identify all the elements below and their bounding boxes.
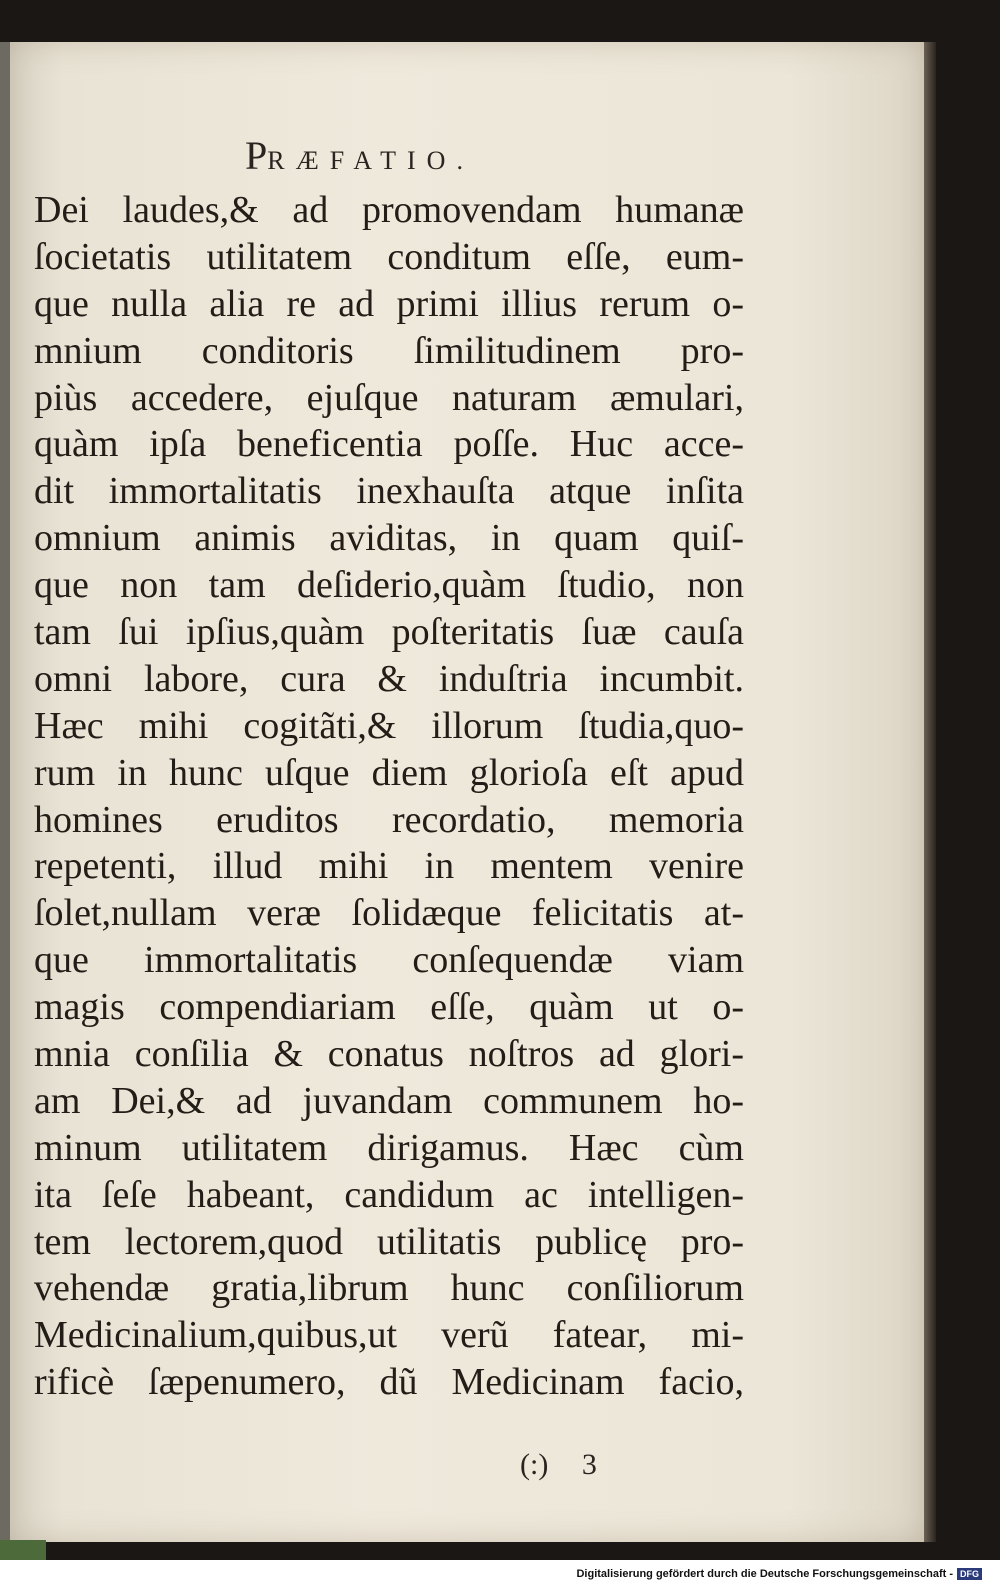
page-left-edge — [0, 42, 10, 1542]
footer-credit — [576, 1568, 982, 1580]
text-line: minum utilitatem dirigamus. Hæc cùm — [34, 1126, 744, 1169]
text-line: omni labore, cura & induſtria incumbit. — [34, 657, 744, 700]
footer-text: Digitalisierung gefördert durch die Deutsche Forschungsgemeinschaft - — [576, 1568, 953, 1580]
text-line: Hæc mihi cogitãti,& illorum ſtudia,quo- — [34, 704, 744, 747]
text-line: dit immortalitatis inexhauſta atque inſita — [34, 470, 744, 513]
text-line: homines eruditos recordatio, memoria — [34, 798, 744, 841]
dfg-logo: DFG — [957, 1568, 982, 1580]
scan-color-corner — [0, 1540, 46, 1560]
text-line: am Dei,& ad juvandam communem ho- — [34, 1079, 744, 1122]
text-line: quàm ipſa beneficentia poſſe. Huc acce- — [34, 423, 744, 466]
text-line: repetenti, illud mihi in mentem venire — [34, 845, 744, 888]
running-header — [245, 132, 474, 179]
text-line: Medicinalium,quibus,ut verũ fatear, mi- — [34, 1314, 744, 1357]
signature-mark: (:) 3 — [520, 1448, 597, 1481]
text-line: piùs accedere, ejuſque naturam æmulari, — [34, 376, 744, 419]
text-line: magis compendiariam eſſe, quàm ut o- — [34, 986, 744, 1029]
header-initial: P — [245, 133, 268, 178]
text-line: ſolet,nullam veræ ſolidæque felicitatis at- — [34, 892, 744, 935]
text-line: vehendæ gratia,librum hunc conſiliorum — [34, 1267, 744, 1310]
text-line: rum in hunc uſque diem glorioſa eſt apud — [34, 751, 744, 794]
page-right-edge — [924, 42, 936, 1542]
text-line: omnium animis aviditas, in quam quiſ- — [34, 517, 744, 560]
text-line: rificè ſæpenumero, dũ Medicinam facio, — [34, 1361, 744, 1404]
text-line: ita ſeſe habeant, candidum ac intelligen- — [34, 1173, 744, 1216]
header-title: RÆFATIO. — [267, 146, 474, 175]
text-line: que non tam deſiderio,quàm ſtudio, non — [34, 564, 744, 607]
body-text — [34, 187, 744, 1406]
text-line: que immortalitatis conſequendæ viam — [34, 939, 744, 982]
text-line: Dei laudes,& ad promovendam humanæ — [34, 189, 744, 231]
text-line: mnia conſilia & conatus noſtros ad glori- — [34, 1033, 744, 1076]
text-line: que nulla alia re ad primi illius rerum o- — [34, 282, 744, 325]
text-line: ſocietatis utilitatem conditum eſſe, eum- — [34, 235, 744, 278]
text-line: mnium conditoris ſimilitudinem pro- — [34, 329, 744, 372]
text-line: tam ſui ipſius,quàm poſteritatis ſuæ cauſa — [34, 611, 744, 654]
text-line: tem lectorem,quod utilitatis publicę pro- — [34, 1220, 744, 1263]
